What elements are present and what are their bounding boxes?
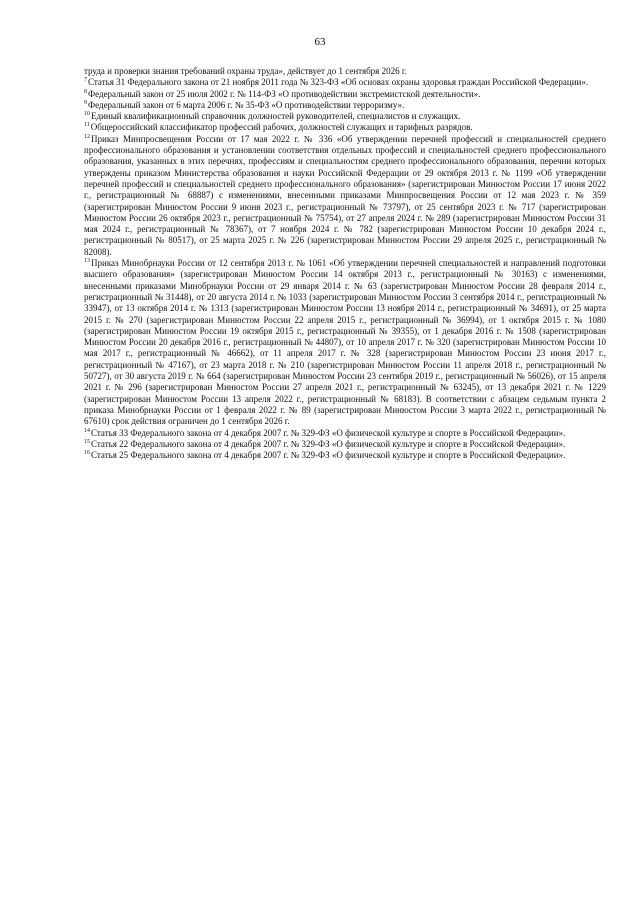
footnote-marker: 9 <box>84 99 87 106</box>
footnote-text: Общероссийский классификатор профессий рабочих, должностей служащих и тарифных разрядов. <box>90 122 473 133</box>
footnote-text: Статья 33 Федерального закона от 4 декабря 2007 г. № 329-ФЗ «О физической культуре и спорте в Российской Федерации». <box>91 427 566 438</box>
footnote-text: Статья 25 Федерального закона от 4 декабря 2007 г. № 329-ФЗ «О физической культуре и спорте в Российской Федерации». <box>91 450 566 461</box>
footnote-marker: 16 <box>84 450 90 457</box>
footnote-marker: 10 <box>84 111 90 118</box>
footnote-9 <box>84 100 606 111</box>
footnote-text: Единый квалификационный справочник должностей руководителей, специалистов и служащих. <box>91 111 461 122</box>
footnote-10 <box>84 111 606 122</box>
footnotes <box>84 66 606 461</box>
footnote-11 <box>84 122 606 133</box>
footnote-text: Приказ Минпросвещения России от 17 мая 2022 г. № 336 «Об утверждении перечней профессий и специальностей среднего профессионального образования и установлении соответствия отдельных профессий и специальностей среднего профессионального образования, указанных в этих перечнях, профессиям и специальностям среднего профессионального образования, перечни которых утверждены приказом Министерства образования и науки Российской Федерации от 29 октября 2013 г. № 1199 «Об утверждении перечней профессий и специальностей среднего профессионального образования» (зарегистрирован Минюстом России 17 июня 2022 г., регистрационный № 68887) с изменениями, внесенными приказами Минпросвещения России от 12 мая 2023 г. № 359 (зарегистрирован Минюстом России 9 июня 2023 г., регистрационный № 73797), от 25 сентября 2023 г. № 717 (зарегистрирован Минюстом России 26 октября 2023 г., регистрационный № 75754), от 27 апреля 2024 г. № 289 (зарегистрирован Минюстом России 31 мая 2024 г., регистрационный № 78367), от 7 ноября 2024 г. № 782 (зарегистрирован Минюстом России 10 декабря 2024 г., регистрационный № 80517), от 25 марта 2025 г. № 226 (зарегистрирован Минюстом России 29 апреля 2025 г., регистрационный № 82008). <box>84 133 606 257</box>
footnote-marker: 12 <box>84 133 90 140</box>
footnote-marker: 7 <box>84 77 87 84</box>
footnote-13 <box>84 258 606 427</box>
footnote-14 <box>84 428 606 439</box>
footnote-8 <box>84 89 606 100</box>
page-number: 63 <box>314 36 326 48</box>
footnote-text: Федеральный закон от 25 июля 2002 г. № 114-ФЗ «О противодействии экстремистской деятельности». <box>88 88 481 99</box>
footnote-continuation <box>84 66 606 77</box>
footnote-marker: 11 <box>84 122 90 129</box>
footnote-marker: 15 <box>84 438 90 445</box>
footnote-15 <box>84 439 606 450</box>
footnote-text: Статья 22 Федерального закона от 4 декабря 2007 г. № 329-ФЗ «О физической культуре и спорте в Российской Федерации». <box>91 438 566 449</box>
footnote-marker: 13 <box>84 258 90 265</box>
footnote-marker: 14 <box>84 427 90 434</box>
footnote-16 <box>84 450 606 461</box>
footnote-marker: 8 <box>84 88 87 95</box>
footnote-text: Статья 31 Федерального закона от 21 ноября 2011 года № 323-ФЗ «Об основах охраны здоровья граждан Российской Федерации». <box>88 77 589 88</box>
footnote-7 <box>84 77 606 88</box>
footnote-text: Федеральный закон от 6 марта 2006 г. № 35-ФЗ «О противодействии терроризму». <box>88 99 405 110</box>
footnote-text: Приказ Минобрнауки России от 12 сентября 2013 г. № 1061 «Об утверждении перечней специальностей и направлений подготовки высшего образования» (зарегистрирован Минюстом России 14 октября 2013 г., регистрационный № 30163) с изменениями, внесенными приказами Минобрнауки России от 29 января 2014 г. № 63 (зарегистрирован Минюстом России 28 февраля 2014 г., регистрационный № 31448), от 20 августа 2014 г. № 1033 (зарегистрирован Минюстом России 3 сентября 2014 г., регистрационный № 33947), от 13 октября 2014 г. № 1313 (зарегистрирован Минюстом России 13 ноября 2014 г., регистрационный № 34691), от 25 марта 2015 г. № 270 (зарегистрирован Минюстом России 22 апреля 2015 г., регистрационный № 36994), от 1 октября 2015 г. № 1080 (зарегистрирован Минюстом России 19 октября 2015 г., регистрационный № 39355), от 1 декабря 2016 г. № 1508 (зарегистрирован Минюстом России 20 декабря 2016 г., регистрационный № 44807), от 10 апреля 2017 г. № 320 (зарегистрирован Минюстом России 10 мая 2017 г., регистрационный № 46662), от 11 апреля 2017 г. № 328 (зарегистрирован Минюстом России 23 июня 2017 г., регистрационный № 47167), от 23 марта 2018 г. № 210 (зарегистрирован Минюстом России 11 апреля 2018 г., регистрационный № 50727), от 30 августа 2019 г. № 664 (зарегистрирован Минюстом России 23 сентября 2019 г., регистрационный № 56026), от 15 апреля 2021 г. № 296 (зарегистрирован Минюстом России 27 апреля 2021 г., регистрационный № 63245), от 13 декабря 2021 г. № 1229 (зарегистрирован Минюстом России 13 апреля 2022 г., регистрационный № 68183). В соответствии с абзацем седьмым пункта 2 приказа Минобрнауки России от 1 февраля 2022 г. № 89 (зарегистрирован Минюстом России 3 марта 2022 г., регистрационный № 67610) срок действия ограничен до 1 сентября 2026 г. <box>84 258 606 427</box>
footnote-text: труда и проверки знания требований охраны труда», действует до 1 сентября 2026 г. <box>84 66 407 76</box>
footnote-12 <box>84 134 606 258</box>
